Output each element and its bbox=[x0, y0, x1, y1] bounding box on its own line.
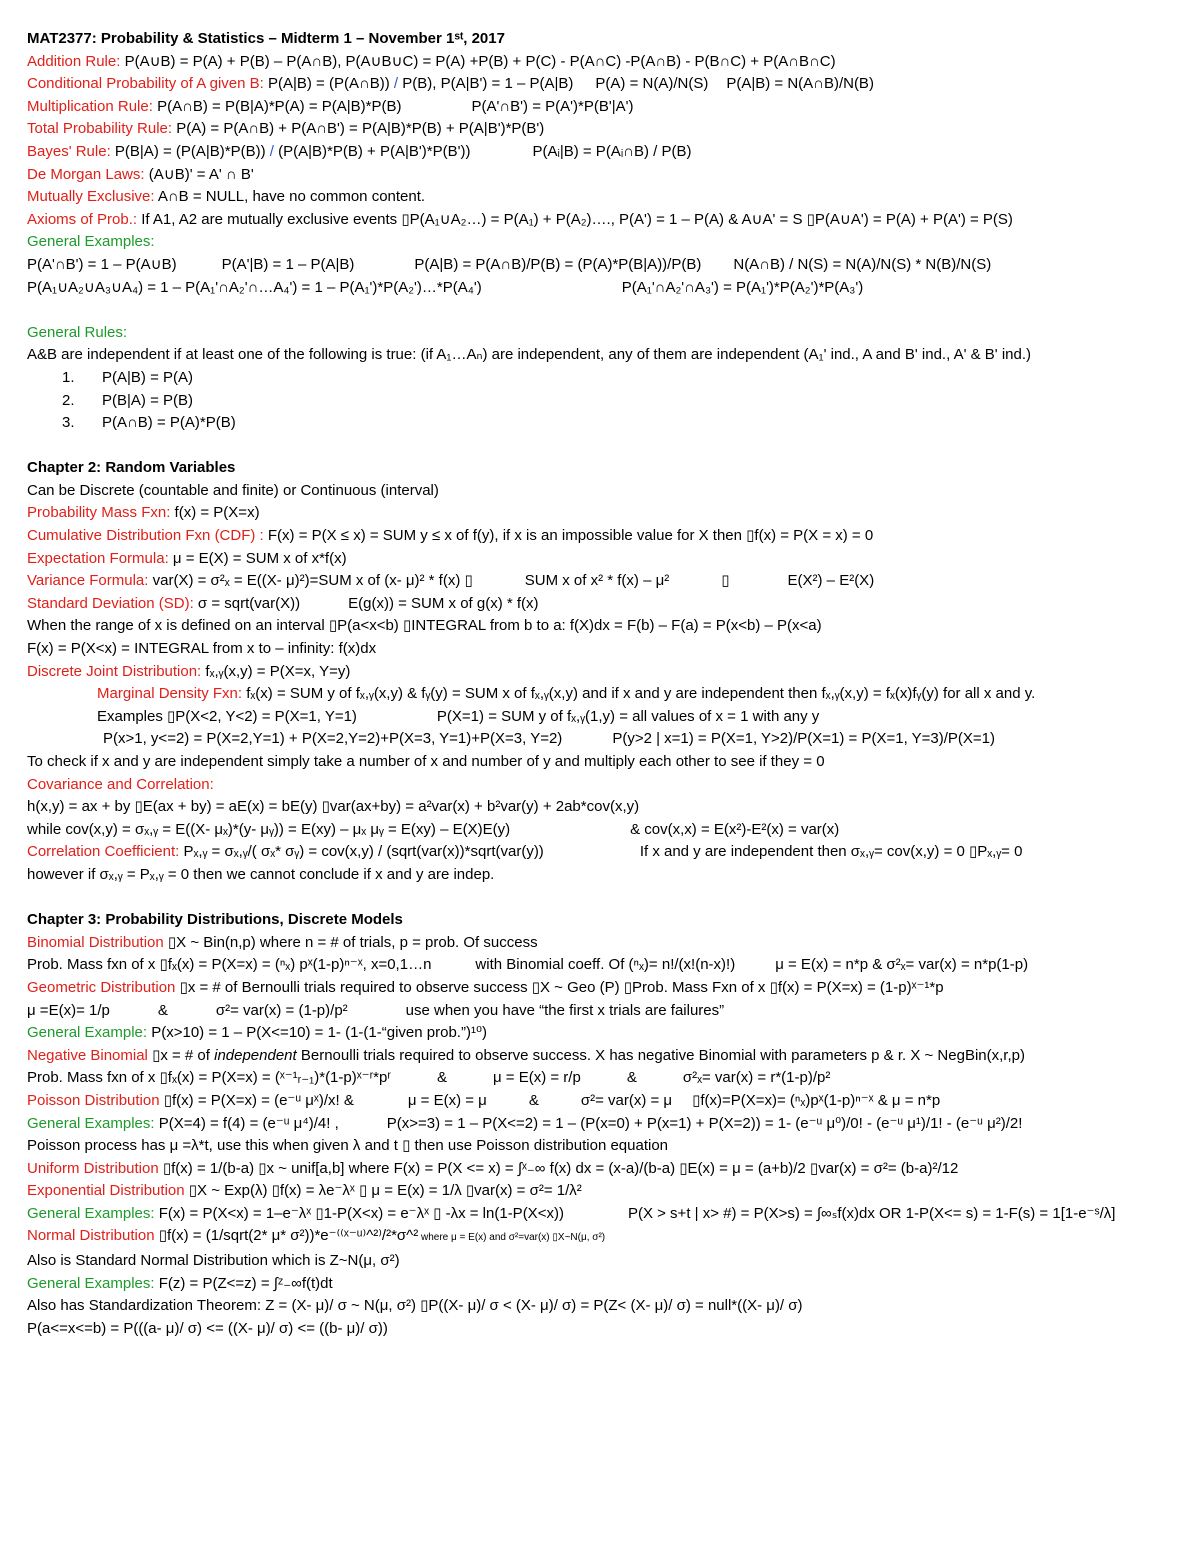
general-examples-heading: General Examples: bbox=[27, 233, 155, 251]
discrete-joint-distribution: Discrete Joint Distribution: fₓ,ᵧ(x,y) = P(X=x, Y=y) bbox=[27, 662, 351, 680]
general-rules-heading: General Rules: bbox=[27, 323, 128, 341]
term-label: Geometric Distribution bbox=[27, 978, 180, 996]
text-line: Also is Standard Normal Distribution which is Z~N(μ, σ²) bbox=[27, 1252, 400, 1270]
term-label: Conditional Probability of A given B: bbox=[27, 75, 268, 93]
term-label: Uniform Distribution bbox=[27, 1159, 163, 1177]
general-example: General Example: P(x>10) = 1 – P(X<=10) = 1- (1-(1-“given prob.”)¹⁰) bbox=[27, 1024, 487, 1042]
text-line: h(x,y) = ax + by ▯E(ax + by) = aE(x) = bE(y) ▯var(ax+by) = a²var(x) + b²var(y) + 2ab*cov(x,y) bbox=[27, 798, 640, 816]
text-line: while cov(x,y) = σₓ,ᵧ = E((X- μₓ)*(y- μᵧ)) = E(xy) – μₓ μᵧ = E(xy) – E(X)E(y) & cov(x,x) = E(x²)-E²(x) = var(x) bbox=[27, 820, 840, 838]
addition-rule: Addition Rule: P(A∪B) = P(A) + P(B) – P(A∩B), P(A∪B∪C) = P(A) +P(B) + P(C) - P(A∩C) -P(A∩B) - P(B∩C) + P(A∩B∩C) bbox=[27, 52, 836, 70]
term-label: Binomial Distribution bbox=[27, 933, 168, 951]
variance-formula: Variance Formula: var(X) = σ²ₓ = E((X- μ)²)=SUM x of (x- μ)² * f(x) ▯ SUM x of x² * f(x) – μ² ▯ E(X²) – E²(X) bbox=[27, 572, 875, 590]
binomial-pmf: Prob. Mass fxn of x ▯fₓ(x) = P(X=x) = (ⁿₓ) pˣ(1-p)ⁿ⁻ˣ, x=0,1…n with Binomial coeff. Of (ⁿₓ)= n!/(x!(n-x)!) μ = E(x) = n*p & σ²ₓ= var(x) = n*p(1-p) bbox=[27, 956, 1029, 974]
text-line: To check if x and y are independent simply take a number of x and number of y and multiply each other to see if they = 0 bbox=[27, 753, 825, 770]
cdf: Cumulative Distribution Fxn (CDF) : F(x) = P(X ≤ x) = SUM y ≤ x of f(y), if x is an impossible value for X then ▯f(x) = P(X = x) = 0 bbox=[27, 527, 874, 545]
term-label: Total Probability Rule: bbox=[27, 120, 177, 138]
chapter-heading: Chapter 2: Random Variables bbox=[27, 459, 236, 477]
correlation-coefficient: Correlation Coefficient: Pₓ,ᵧ = σₓ,ᵧ/( σₓ* σᵧ) = cov(x,y) / (sqrt(var(x))*sqrt(var(y)) If x and y are independent then σₓ,ᵧ= cov(x,y) = 0 ▯Pₓ,ᵧ= 0 bbox=[27, 843, 1023, 861]
poisson-distribution: Poisson Distribution ▯f(x) = P(X=x) = (e⁻ᵘ μˣ)/x! & μ = E(x) = μ & σ²= var(x) = μ ▯f(x)=P(X=x)= (ⁿₓ)pˣ(1-p)ⁿ⁻ˣ & μ = n*p bbox=[27, 1091, 941, 1109]
term-label: Marginal Density Fxn: bbox=[97, 685, 247, 703]
example-line: P(A₁∪A₂∪A₃∪A₄) = 1 – P(A₁'∩A₂'∩…A₄') = 1 – P(A₁')*P(A₂')…*P(A₄') P(A₁'∩A₂'∩A₃') = P(A₁')*P(A₂')*P(A₃') bbox=[27, 278, 864, 296]
exponential-distribution: Exponential Distribution ▯X ~ Exp(λ) ▯f(x) = λe⁻λˣ ▯ μ = E(x) = 1/λ ▯var(x) = σ²= 1/λ² bbox=[27, 1182, 582, 1200]
text-line: When the range of x is defined on an interval ▯P(a<x<b) ▯INTEGRAL from b to a: f(X)dx = F(b) – F(a) = P(x<b) – P(x<a) bbox=[27, 617, 822, 635]
geometric-moments: μ =E(x)= 1/p & σ²= var(x) = (1-p)/p² use when you have “the first x trials are failures” bbox=[27, 1001, 725, 1019]
list-item: 2. P(B|A) = P(B) bbox=[62, 391, 193, 409]
chapter-heading: Chapter 3: Probability Distributions, Discrete Models bbox=[27, 911, 403, 929]
negative-binomial-pmf: Prob. Mass fxn of x ▯fₓ(x) = P(X=x) = (ˣ⁻¹ᵣ₋₁)*(1-p)ˣ⁻ʳ*pʳ & μ = E(x) = r/p & σ²ₓ= var(x) = r*(1-p)/p² bbox=[27, 1069, 831, 1087]
normal-distribution: Normal Distribution ▯f(x) = (1/sqrt(2* μ* σ²))*e⁻⁽⁽ˣ⁻ᵘ⁾^²⁾/²*σ^² where μ = E(x) and σ²=var(x) ▯X~N(μ, σ²) bbox=[27, 1227, 606, 1245]
term-label: Axioms of Prob.: bbox=[27, 210, 142, 228]
total-probability-rule: Total Probability Rule: P(A) = P(A∩B) + P(A∩B') = P(A|B)*P(B) + P(A|B')*P(B') bbox=[27, 120, 545, 138]
uniform-distribution: Uniform Distribution ▯f(x) = 1/(b-a) ▯x ~ unif[a,b] where F(x) = P(X <= x) = ∫ˣ₋∞ f(x) dx = (x-a)/(b-a) ▯E(x) = μ = (a+b)/2 ▯var(x) = σ²= (b-a)²/12 bbox=[27, 1159, 959, 1177]
marginal-density: Marginal Density Fxn: fₓ(x) = SUM y of fₓ,ᵧ(x,y) & fᵧ(y) = SUM x of fₓ,ᵧ(x,y) and if x and y are independent then fₓ,ᵧ(x,y) = fₓ(x)fᵧ(y) for all x and y. bbox=[97, 685, 1036, 703]
term-label: Cumulative Distribution Fxn (CDF) : bbox=[27, 527, 268, 545]
term-label: Normal Distribution bbox=[27, 1227, 159, 1245]
standard-deviation: Standard Deviation (SD): σ = sqrt(var(X)) E(g(x)) = SUM x of g(x) * f(x) bbox=[27, 594, 539, 612]
list-item: 1. P(A|B) = P(A) bbox=[62, 368, 193, 386]
term-label: De Morgan Laws: bbox=[27, 165, 149, 183]
term-label: Correlation Coefficient: bbox=[27, 843, 184, 861]
de-morgan-laws: De Morgan Laws: (A∪B)' = A' ∩ B' bbox=[27, 165, 254, 183]
probability-mass-function: Probability Mass Fxn: f(x) = P(X=x) bbox=[27, 504, 260, 522]
general-examples: General Examples: F(z) = P(Z<=z) = ∫ᶻ₋∞f(t)dt bbox=[27, 1274, 333, 1292]
term-label: Standard Deviation (SD): bbox=[27, 594, 198, 612]
binomial-distribution: Binomial Distribution ▯X ~ Bin(n,p) where n = # of trials, p = prob. Of success bbox=[27, 933, 538, 951]
text-line: P(a<=x<=b) = P(((a- μ)/ σ) <= ((X- μ)/ σ) <= ((b- μ)/ σ)) bbox=[27, 1319, 388, 1337]
general-examples: General Examples: P(X=4) = f(4) = (e⁻ᵘ μ⁴)/4! , P(x>=3) = 1 – P(X<=2) = 1 – (P(x=0) + P(x=1) + P(X=2)) = 1- (e⁻ᵘ μ⁰)/0! - (e⁻ᵘ μ¹)/1! - (e⁻ᵘ μ²)/2! bbox=[27, 1114, 1023, 1132]
term-label: Exponential Distribution bbox=[27, 1182, 189, 1200]
general-examples: General Examples: F(x) = P(X<x) = 1–e⁻λˣ ▯1-P(X<x) = e⁻λˣ ▯ -λx = ln(1-P(X<x)) P(X > s+t | x> #) = P(X>s) = ∫∞ₛf(x)dx OR 1-P(X<= s) = 1-F(s) = 1[1-e⁻ˢ/λ] bbox=[27, 1204, 1116, 1222]
term-label: Bayes' Rule: bbox=[27, 142, 115, 160]
text-line: Can be Discrete (countable and finite) or Continuous (interval) bbox=[27, 481, 439, 499]
example-line: P(x>1, y<=2) = P(X=2,Y=1) + P(X=2,Y=2)+P(X=3, Y=1)+P(X=3, Y=2) P(y>2 | x=1) = P(X=1, Y>2)/P(X=1) = P(X=1, Y=3)/P(X=1) bbox=[103, 730, 996, 748]
list-item: 3. P(A∩B) = P(A)*P(B) bbox=[62, 414, 236, 432]
term-label: Mutually Exclusive: bbox=[27, 188, 158, 206]
multiplication-rule: Multiplication Rule: P(A∩B) = P(B|A)*P(A) = P(A|B)*P(B) P(A'∩B') = P(A')*P(B'|A') bbox=[27, 97, 634, 115]
negative-binomial: Negative Binomial ▯x = # of independent Bernoulli trials required to observe success. X has negative Binomial with parameters p & r. X ~ NegBin(x,r,p) bbox=[27, 1046, 1025, 1064]
bayes-rule: Bayes' Rule: P(B|A) = (P(A|B)*P(B)) / (P(A|B)*P(B) + P(A|B')*P(B')) P(Aᵢ|B) = P(Aᵢ∩B) / P(B) bbox=[27, 142, 692, 160]
independence-rule: A&B are independent if at least one of the following is true: (if A₁…Aₙ) are independent, any of them are independent (A₁' ind., A and B' ind., A' & B' ind.) bbox=[27, 346, 1032, 364]
term-label: Negative Binomial bbox=[27, 1046, 153, 1064]
axioms-of-probability: Axioms of Prob.: If A1, A2 are mutually exclusive events ▯P(A₁∪A₂…) = P(A₁) + P(A₂)…., P(A') = 1 – P(A) & A∪A' = S ▯P(A∪A') = P(A) + P(A') = P(S) bbox=[27, 210, 1013, 228]
geometric-distribution: Geometric Distribution ▯x = # of Bernoulli trials required to observe success ▯X ~ Geo (P) ▯Prob. Mass Fxn of x ▯f(x) = P(X=x) = (1-p)ˣ⁻¹*p bbox=[27, 978, 944, 996]
term-label: Poisson Distribution bbox=[27, 1091, 164, 1109]
text-line: F(x) = P(X<x) = INTEGRAL from x to – infinity: f(x)dx bbox=[27, 640, 377, 658]
term-label: Variance Formula: bbox=[27, 572, 153, 590]
term-label: Probability Mass Fxn: bbox=[27, 504, 175, 522]
example-line: P(A'∩B') = 1 – P(A∪B) P(A'|B) = 1 – P(A|B) P(A|B) = P(A∩B)/P(B) = (P(A)*P(B|A))/P(B) N(A∩B) / N(S) = N(A)/N(S) * N(B)/N(S) bbox=[27, 255, 992, 273]
mutually-exclusive: Mutually Exclusive: A∩B = NULL, have no common content. bbox=[27, 188, 426, 206]
term-label: Discrete Joint Distribution: bbox=[27, 662, 206, 680]
text-line: however if σₓ,ᵧ = Pₓ,ᵧ = 0 then we cannot conclude if x and y are indep. bbox=[27, 865, 495, 883]
page-title: MAT2377: Probability & Statistics – Midterm 1 – November 1ˢᵗ, 2017 bbox=[27, 30, 505, 47]
example-line: Examples ▯P(X<2, Y<2) = P(X=1, Y=1) P(X=1) = SUM y of fₓ,ᵧ(1,y) = all values of x = 1 with any y bbox=[97, 707, 820, 725]
covariance-heading: Covariance and Correlation: bbox=[27, 775, 214, 793]
text-line: Also has Standardization Theorem: Z = (X- μ)/ σ ~ N(μ, σ²) ▯P((X- μ)/ σ < (X- μ)/ σ) = P(Z< (X- μ)/ σ) = null*((X- μ)/ σ) bbox=[27, 1297, 803, 1315]
term-label: Expectation Formula: bbox=[27, 549, 173, 567]
text-line: Poisson process has μ =λ*t, use this when given λ and t ▯ then use Poisson distribution equation bbox=[27, 1137, 669, 1155]
expectation-formula: Expectation Formula: μ = E(X) = SUM x of x*f(x) bbox=[27, 549, 347, 567]
term-label: Multiplication Rule: bbox=[27, 97, 158, 115]
term-label: Addition Rule: bbox=[27, 52, 125, 70]
conditional-probability: Conditional Probability of A given B: P(A|B) = (P(A∩B)) / P(B), P(A|B') = 1 – P(A|B) P(A) = N(A)/N(S) P(A|B) = N(A∩B)/N(B) bbox=[27, 75, 874, 93]
